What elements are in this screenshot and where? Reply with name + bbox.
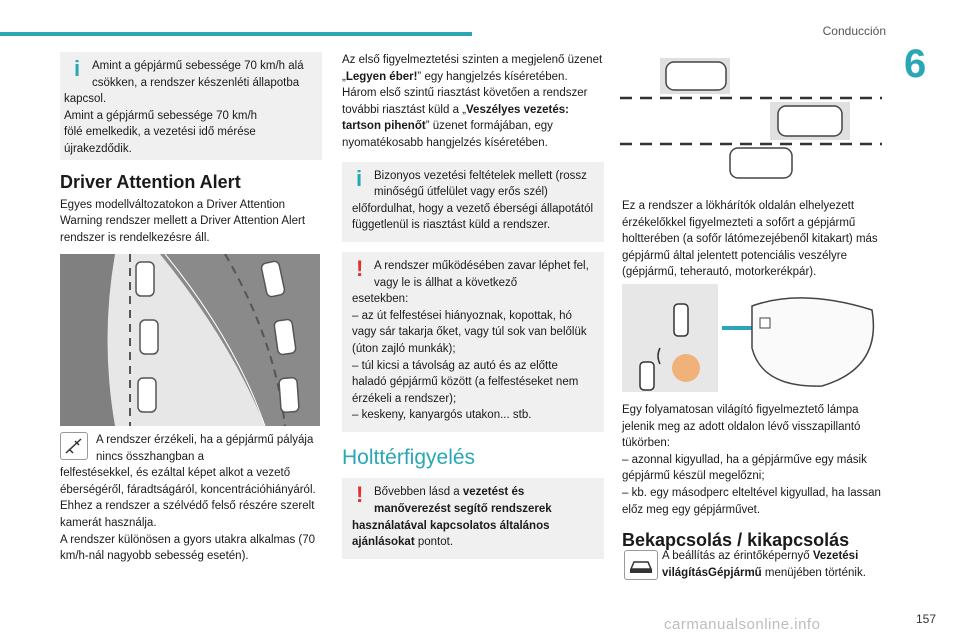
column-3-lower — [622, 402, 884, 549]
lane-drift-illustration — [60, 254, 320, 426]
alert-level-1-a: Az első figyelmeztetési szinten a megjelenő üzenet „ — [342, 54, 603, 83]
column-3 — [622, 198, 884, 281]
conditions-info-box — [342, 162, 604, 242]
lane-drift-svg — [60, 254, 320, 426]
watermark: carmanualsonline.info — [664, 616, 821, 633]
warning-icon: ! — [356, 482, 364, 508]
recommendations-a: Bővebben lásd a — [374, 486, 463, 499]
bsm-title: Holttérfigyelés — [342, 445, 476, 469]
blind-spot-lanes-illustration — [620, 54, 882, 182]
header-accent-bar — [0, 32, 472, 36]
dda-title: Driver Attention Alert — [60, 172, 241, 192]
info-box — [60, 52, 322, 160]
alert-level-2-a: Három első szintű riasztást követően a rendszer további riasztást küld a „ — [342, 87, 588, 116]
recommendations-c: pontot. — [414, 536, 454, 549]
column-1-lower — [60, 432, 322, 565]
onoff-text — [662, 548, 884, 581]
onoff-c: menüjében történik. — [761, 566, 866, 579]
recommendations-rest — [352, 501, 594, 551]
onoff-menu-name: Vezetési világításGépjármű — [662, 550, 859, 579]
sensor-svg — [622, 284, 718, 392]
info-box-first-line: Amint a gépjármű sebessége 70 km/h alá csökken, a rendszer készenléti állapotba — [92, 60, 304, 89]
camera-text: felfestésekkel, és ezáltal képet alkot a vezető éberségéről, fáradtságáról, koncentrációhiányáról. Ehhez a rendszer a szélvédő felső részére szerelt kamerát használja. A rendszer különösen a gyors utakra alkalmas (70 km/h-nál nagyobb sebesség esetén). — [60, 467, 316, 563]
mirror-image — [722, 288, 884, 392]
alert-level-1-c: ” egy hangjelzés kíséretében. — [417, 70, 568, 83]
mirror-lamp-text: Egy folyamatosan világító figyelmeztető lámpa jelenik meg az adott oldalon lévő visszapillantó tükörben: – azonnal kigyullad, ha a gépjárműve egy másik gépjármű készül megelőzni; – kb. egy másodperc elteltével kigyullad, ha lassan előz meg egy gépjárművet. — [622, 404, 881, 516]
mirror-svg — [722, 288, 884, 392]
camera-first-line: A rendszer érzékeli, ha a gépjármű pályája nincs összhangban a — [96, 434, 314, 463]
alert-level-1-text — [342, 52, 604, 85]
malfunction-warning-box — [342, 252, 604, 432]
onoff-paragraph — [662, 548, 884, 581]
mirror-warning-illustration — [622, 284, 718, 392]
car-settings-icon — [624, 550, 658, 580]
malfunction-rest: esetekben: – az út felfestései hiányoznak, kopottak, hó vagy sár takarja őket, vagy túl sok van belőlük (úton zajló munkák); – túl kicsi a távolság az autó és az előtte haladó gépjármű között (a felfestéseket nem érzékeli a rendszer); – keskeny, kanyargós utakon... stb. — [352, 293, 587, 422]
onoff-title: Bekapcsolás / kikapcsolás — [622, 530, 850, 551]
camera-sensor-icon — [60, 432, 88, 460]
recommendations-bold: manőverezést segítő rendszerek használatával kapcsolatos általános ajánlásokat — [352, 503, 552, 549]
chapter-number: 6 — [904, 42, 927, 86]
info-icon: i — [74, 56, 81, 81]
alert-message-dangerous-driving: Veszélyes vezetés: tartson pihenőt — [342, 103, 569, 133]
onoff-a: A beállítás az érintőképernyő — [662, 550, 813, 562]
recommendations-first — [352, 484, 594, 501]
column-1 — [60, 52, 322, 246]
warning-icon: ! — [356, 255, 364, 281]
malfunction-first: A rendszer működésében zavar léphet fel, vagy le is állhat a következő — [374, 259, 589, 289]
dda-intro: Egyes modellváltozatokon a Driver Attention Warning rendszer mellett a Driver Attention Alert rendszer is rendelkezésre áll. — [60, 198, 306, 244]
alert-message-be-alert: Legyen éber! — [345, 70, 418, 83]
alert-level-2-c: ” üzenet formájában, egy nyomatékosabb hangjelzés kíséretében. — [342, 120, 553, 149]
info-icon: i — [356, 165, 363, 191]
section-name: Conducción — [822, 24, 886, 38]
blind-spot-lanes-svg — [620, 54, 882, 182]
alert-level-2-text — [342, 85, 604, 151]
recommendations-b: vezetést és — [462, 486, 525, 499]
page-number: 157 — [916, 612, 937, 626]
bsm-description: Ez a rendszer a lökhárítók oldalán elhelyezett érzékelőkkel figyelmezteti a sofőrt a gépjármű holtterében (a sofőr látómezejébenől kitakart) más gépjármű által jelentett potenciális veszélyre (gépjármű, teherautó, motorkerékpár). — [622, 200, 878, 279]
column-2 — [342, 52, 604, 559]
recommendations-warning-box — [342, 478, 604, 558]
conditions-rest: előfordulhat, hogy a vezető éberségi állapotától függetlenül is riasztást küld a rendszer. — [352, 202, 594, 232]
info-box-text: kapcsol. Amint a gépjármű sebessége 70 km/h fölé emelkedik, a vezetési idő mérése újrakezdődik. — [64, 93, 258, 155]
conditions-first: Bizonyos vezetési feltételek mellett (rossz minőségű útfelület vagy erős szél) — [374, 169, 587, 199]
